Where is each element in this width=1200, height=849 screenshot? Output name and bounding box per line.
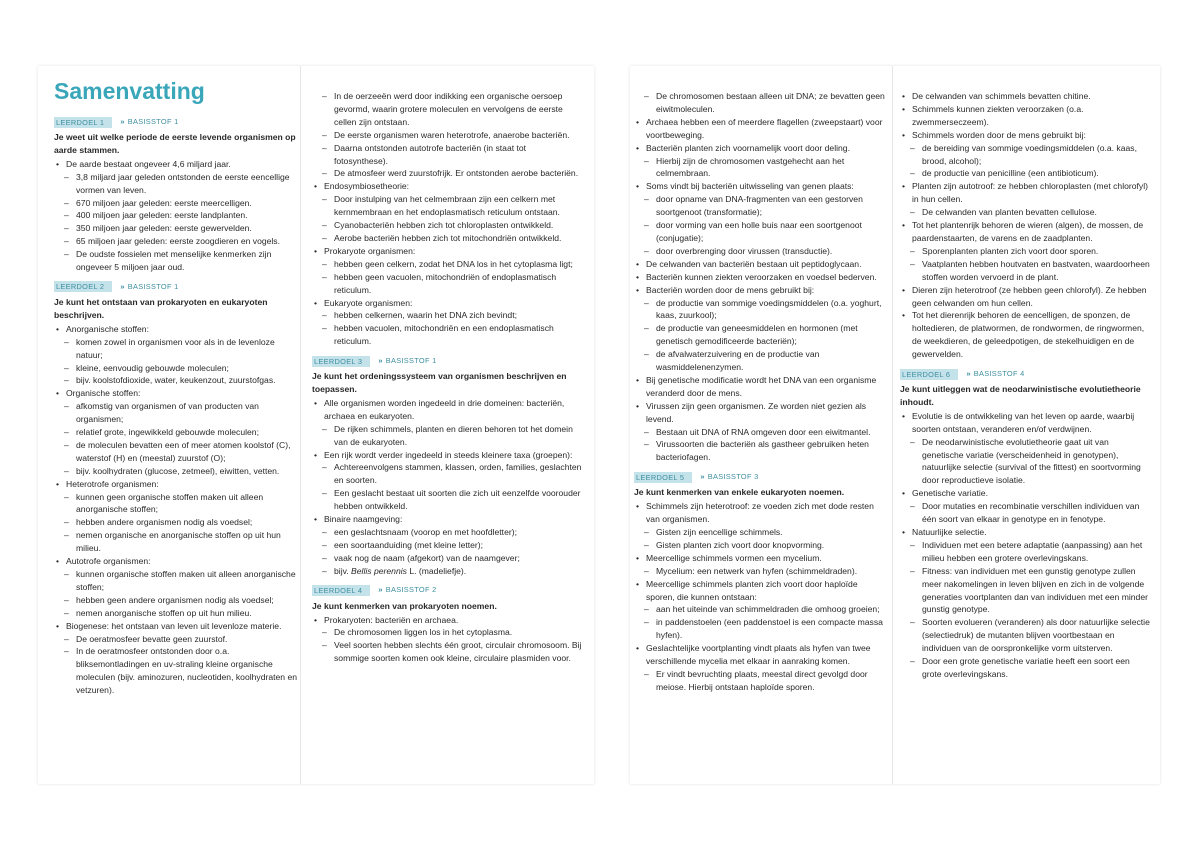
bullet-item: • Soms vindt bij bacteriën uitwisseling van genen plaats:: [634, 180, 886, 193]
leerdoel-label: LEERDOEL 3: [312, 356, 370, 367]
dash-item: – Gisten zijn eencellige schimmels.: [634, 526, 886, 539]
summary-list: [54, 323, 302, 697]
dash-item: – hebben geen andere organismen nodig als voedsel;: [54, 594, 302, 607]
dash-item: – hebben geen vacuolen, mitochondriën of endoplasmatisch reticulum.: [312, 271, 582, 297]
dash-item: – de productie van penicilline (een antibioticum).: [900, 167, 1150, 180]
col3-content: [634, 90, 886, 694]
dash-item: – Door een grote genetische variatie heeft een soort een grote overlevingskans.: [900, 655, 1150, 681]
bullet-item: • Schimmels kunnen ziekten veroorzaken (o.a. zwemmerseczeem).: [900, 103, 1150, 129]
bullet-item: • Schimmels zijn heterotroof: ze voeden zich met dode resten van organismen.: [634, 500, 886, 526]
basisstof-label: BASISSTOF 4: [973, 368, 1025, 378]
dash-item: – Bestaan uit DNA of RNA omgeven door een eiwitmantel.: [634, 426, 886, 439]
dash-item: – komen zowel in organismen voor als in de levenloze natuur;: [54, 336, 302, 362]
bullet-item: • Meercellige schimmels vormen een mycelium.: [634, 552, 886, 565]
bullet-item: • Dieren zijn heterotroof (ze hebben geen chlorofyl). Ze hebben geen celwanden om hun cellen.: [900, 284, 1150, 310]
dash-item: – In de oerzeeën werd door indikking een organische oersoep gevormd, waarin grotere moleculen en vervolgens de eerste cellen zijn ontstaan.: [312, 90, 582, 129]
leerdoel-header: [312, 585, 582, 597]
bullet-item: • Bij genetische modificatie wordt het DNA van een organisme veranderd door de mens.: [634, 374, 886, 400]
bullet-item: • Een rijk wordt verder ingedeeld in steeds kleinere taxa (groepen):: [312, 449, 582, 462]
column-2: [312, 90, 582, 784]
leerdoel-header: [54, 116, 302, 128]
dash-item: – Achtereenvolgens stammen, klassen, orden, families, geslachten en soorten.: [312, 461, 582, 487]
dash-item: – een soortaanduiding (met kleine letter);: [312, 539, 582, 552]
bullet-item: • Archaea hebben een of meerdere flagellen (zweepstaart) voor voortbeweging.: [634, 116, 886, 142]
dash-item: – Cyanobacteriën hebben zich tot chloroplasten ontwikkeld.: [312, 219, 582, 232]
dash-item: – Hierbij zijn de chromosomen vastgehecht aan het celmembraan.: [634, 155, 886, 181]
column-1: [54, 66, 302, 784]
dash-item: – Door instulping van het celmembraan zijn een celkern met kernmembraan en het endoplasmatisch reticulum ontstaan.: [312, 193, 582, 219]
dash-item: – 400 miljoen jaar geleden: eerste landplanten.: [54, 209, 302, 222]
leerdoel-header: [312, 355, 582, 367]
double-arrow-icon: »: [378, 355, 383, 365]
summary-list: [900, 410, 1150, 681]
bullet-item: • Natuurlijke selectie.: [900, 526, 1150, 539]
dash-item: – bijv. koolstofdioxide, water, keukenzout, zuurstofgas.: [54, 374, 302, 387]
bullet-item: • Anorganische stoffen:: [54, 323, 302, 336]
dash-item: – De chromosomen bestaan alleen uit DNA; ze bevatten geen eiwitmoleculen.: [634, 90, 886, 116]
dash-item: – aan het uiteinde van schimmeldraden die omhoog groeien;: [634, 603, 886, 616]
dash-item: – door opname van DNA-fragmenten van een gestorven soortgenoot (transformatie);: [634, 193, 886, 219]
dash-item: – Virussoorten die bacteriën als gastheer gebruiken heten bacteriofagen.: [634, 438, 886, 464]
col2-content: [312, 90, 582, 665]
bullet-item: • De celwanden van bacteriën bestaan uit peptidoglycaan.: [634, 258, 886, 271]
bullet-item: • De celwanden van schimmels bevatten chitine.: [900, 90, 1150, 103]
leerdoel-label: LEERDOEL 4: [312, 585, 370, 596]
basisstof-label: BASISSTOF 1: [385, 355, 437, 365]
learning-goal: Je kunt het ordeningssysteem van organismen beschrijven en toepassen.: [312, 371, 567, 395]
dash-item: – De atmosfeer werd zuurstofrijk. Er ontstonden aerobe bacteriën.: [312, 167, 582, 180]
dash-item: – 670 miljoen jaar geleden: eerste meercelligen.: [54, 197, 302, 210]
bullet-item: • Organische stoffen:: [54, 387, 302, 400]
bullet-item: • Endosymbiosetheorie:: [312, 180, 582, 193]
bullet-item: • Alle organismen worden ingedeeld in drie domeinen: bacteriën, archaea en eukaryoten.: [312, 397, 582, 423]
bullet-item: • Bacteriën worden door de mens gebruikt bij:: [634, 284, 886, 297]
double-arrow-icon: »: [120, 281, 125, 291]
bullet-item: • Planten zijn autotroof: ze hebben chloroplasten (met chlorofyl) in hun cellen.: [900, 180, 1150, 206]
dash-item: – kleine, eenvoudig gebouwde moleculen;: [54, 362, 302, 375]
bullet-item: • Bacteriën planten zich voornamelijk voort door deling.: [634, 142, 886, 155]
bullet-item: • Virussen zijn geen organismen. Ze worden niet gezien als levend.: [634, 400, 886, 426]
basisstof-ref: [120, 116, 178, 129]
dash-item: – de productie van sommige voedingsmiddelen (o.a. yoghurt, kaas, zuurkool);: [634, 297, 886, 323]
double-arrow-icon: »: [700, 471, 705, 481]
summary-list: [634, 500, 886, 694]
leerdoel-label: LEERDOEL 5: [634, 472, 692, 483]
bullet-item: • Genetische variatie.: [900, 487, 1150, 500]
dash-item: – Een geslacht bestaat uit soorten die zich uit eenzelfde voorouder hebben ontwikkeld.: [312, 487, 582, 513]
column-divider: [892, 66, 893, 784]
bullet-item: • Eukaryote organismen:: [312, 297, 582, 310]
summary-list: [900, 90, 1150, 361]
column-divider: [300, 66, 301, 784]
dash-item: – in paddenstoelen (een paddenstoel is een compacte massa hyfen).: [634, 616, 886, 642]
column-4: [900, 90, 1150, 784]
dash-item: – Door mutaties en recombinatie verschillen individuen van één soort van elkaar in genotype en in fenotype.: [900, 500, 1150, 526]
bullet-item: • Geslachtelijke voortplanting vindt plaats als hyfen van twee verschillende mycelia met elkaar in aanraking komen.: [634, 642, 886, 668]
page-right: [630, 66, 1160, 784]
dash-item: – door overbrenging door virussen (transductie).: [634, 245, 886, 258]
dash-item: – Fitness: van individuen met een gunstig genotype zullen meer nakomelingen in leven blijven en zich in de volgende generaties voortplanten dan van individuen met een minder gunstig genotype.: [900, 565, 1150, 617]
bullet-item: • Autotrofe organismen:: [54, 555, 302, 568]
dash-item: – De oudste fossielen met menselijke kenmerken zijn ongeveer 5 miljoen jaar oud.: [54, 248, 302, 274]
dash-item: – hebben andere organismen nodig als voedsel;: [54, 516, 302, 529]
double-arrow-icon: »: [120, 116, 125, 126]
leerdoel-header: [634, 471, 886, 483]
col4-content: [900, 90, 1150, 681]
dash-item: – Er vindt bevruchting plaats, meestal direct gevolgd door meiose. Hierbij ontstaan haploïde sporen.: [634, 668, 886, 694]
bullet-item: • Bacteriën kunnen ziekten veroorzaken en voedsel bederven.: [634, 271, 886, 284]
leerdoel-label: LEERDOEL 6: [900, 369, 958, 380]
dash-item: – De neodarwinistische evolutietheorie gaat uit van genetische variatie (verscheidenheid in genotypen), natuurlijke selectie (survival of the fittest) en soortvorming door reproductieve isolatie.: [900, 436, 1150, 488]
bullet-item: • Binaire naamgeving:: [312, 513, 582, 526]
dash-item: – Soorten evolueren (veranderen) als door natuurlijke selectie (selectiedruk) de mutanten blijven voortbestaan en individuen van de oorspronkelijke vorm uitsterven.: [900, 616, 1150, 655]
summary-list: [54, 158, 302, 274]
dash-item: – De oeratmosfeer bevatte geen zuurstof.: [54, 633, 302, 646]
dash-item: – Vaatplanten hebben houtvaten en bastvaten, waardoorheen stoffen worden vervoerd in de plant.: [900, 258, 1150, 284]
dash-item: – De celwanden van planten bevatten cellulose.: [900, 206, 1150, 219]
dash-item: – door vorming van een holle buis naar een soortgenoot (conjugatie);: [634, 219, 886, 245]
dash-item: – In de oeratmosfeer ontstonden door o.a. bliksemontladingen en uv-straling kleine organische moleculen (bijv. aminozuren, nucleotiden, koolhydraten en vetzuren).: [54, 645, 302, 697]
dash-item: – Mycelium: een netwerk van hyfen (schimmeldraden).: [634, 565, 886, 578]
dash-item: – kunnen geen organische stoffen maken uit alleen anorganische stoffen;: [54, 491, 302, 517]
basisstof-ref: [378, 584, 436, 597]
double-arrow-icon: »: [378, 585, 383, 595]
summary-list: [312, 397, 582, 578]
dash-item: – kunnen organische stoffen maken uit alleen anorganische stoffen;: [54, 568, 302, 594]
double-arrow-icon: »: [966, 368, 971, 378]
dash-item: – Individuen met een betere adaptatie (aanpassing) aan het milieu hebben een grotere overlevingskans.: [900, 539, 1150, 565]
bullet-item: • Heterotrofe organismen:: [54, 478, 302, 491]
dash-item: – bijv. koolhydraten (glucose, zetmeel), eiwitten, vetten.: [54, 465, 302, 478]
summary-list: [312, 614, 582, 666]
dash-item: – De chromosomen liggen los in het cytoplasma.: [312, 626, 582, 639]
dash-item: – de bereiding van sommige voedingsmiddelen (o.a. kaas, brood, alcohol);: [900, 142, 1150, 168]
learning-goal: Je kunt kenmerken van enkele eukaryoten noemen.: [634, 487, 845, 498]
learning-goal: Je kunt kenmerken van prokaryoten noemen.: [312, 600, 497, 611]
dash-item: – 350 miljoen jaar geleden: eerste gewervelden.: [54, 222, 302, 235]
basisstof-label: BASISSTOF 2: [385, 585, 437, 595]
dash-item: – hebben celkernen, waarin het DNA zich bevindt;: [312, 309, 582, 322]
dash-item: – afkomstig van organismen of van producten van organismen;: [54, 400, 302, 426]
dash-item: – De eerste organismen waren heterotrofe, anaerobe bacteriën.: [312, 129, 582, 142]
page-left: [38, 66, 594, 784]
dash-item: – een geslachtsnaam (voorop en met hoofdletter);: [312, 526, 582, 539]
leerdoel-header: [900, 368, 1150, 380]
dash-item: – vaak nog de naam (afgekort) van de naamgever;: [312, 552, 582, 565]
dash-item: – De rijken schimmels, planten en dieren behoren tot het domein van de eukaryoten.: [312, 423, 582, 449]
leerdoel-label: LEERDOEL 1: [54, 117, 112, 128]
page-title: Samenvatting: [54, 78, 205, 104]
learning-goal: Je weet uit welke periode de eerste levende organismen op aarde stammen.: [54, 132, 296, 155]
column-3: [634, 90, 886, 784]
leerdoel-label: LEERDOEL 2: [54, 281, 112, 292]
basisstof-ref: [378, 355, 436, 368]
basisstof-ref: [120, 281, 178, 294]
col1-content: [54, 116, 302, 697]
bullet-item: • Biogenese: het ontstaan van leven uit levenloze materie.: [54, 620, 302, 633]
dash-item: – 3,8 miljard jaar geleden ontstonden de eerste eencellige vormen van leven.: [54, 171, 302, 197]
bullet-item: • Schimmels worden door de mens gebruikt bij:: [900, 129, 1150, 142]
dash-item: – bijv. Bellis perennis L. (madeliefje).: [312, 565, 582, 578]
bullet-item: • De aarde bestaat ongeveer 4,6 miljard jaar.: [54, 158, 302, 171]
dash-item: – Gisten planten zich voort door knopvorming.: [634, 539, 886, 552]
bullet-item: • Tot het dierenrijk behoren de eencelligen, de sponzen, de holtedieren, de platwormen, de rondwormen, de ringwormen, de weekdieren, de geleedpotigen, de stekelhuidigen en de gewervelden.: [900, 309, 1150, 361]
dash-item: – Daarna ontstonden autotrofe bacteriën (in staat tot fotosynthese).: [312, 142, 582, 168]
basisstof-label: BASISSTOF 1: [127, 281, 179, 291]
bullet-item: • Prokaryoten: bacteriën en archaea.: [312, 614, 582, 627]
dash-item: – de afvalwaterzuivering en de productie van wasmiddelenenzymen.: [634, 348, 886, 374]
dash-item: – 65 miljoen jaar geleden: eerste zoogdieren en vogels.: [54, 235, 302, 248]
bullet-item: • Prokaryote organismen:: [312, 245, 582, 258]
bullet-item: • Tot het plantenrijk behoren de wieren (algen), de mossen, de paardenstaarten, de varens en de zaadplanten.: [900, 219, 1150, 245]
dash-item: – Veel soorten hebben slechts één groot, circulair chromosoom. Bij sommige soorten komen ook kleine, circulaire plasmiden voor.: [312, 639, 582, 665]
italic-term: Bellis perennis: [351, 565, 407, 576]
basisstof-label: BASISSTOF 1: [127, 116, 179, 126]
dash-item: – Aerobe bacteriën hebben zich tot mitochondriën ontwikkeld.: [312, 232, 582, 245]
dash-item: – de productie van geneesmiddelen en hormonen (met genetisch gemodificeerde bacteriën);: [634, 322, 886, 348]
learning-goal: Je kunt uitleggen wat de neodarwinistische evolutietheorie inhoudt.: [900, 384, 1141, 407]
dash-item: – hebben geen celkern, zodat het DNA los in het cytoplasma ligt;: [312, 258, 582, 271]
basisstof-label: BASISSTOF 3: [707, 471, 759, 481]
dash-item: – hebben vacuolen, mitochondriën en een endoplasmatisch reticulum.: [312, 322, 582, 348]
dash-item: – de moleculen bevatten een of meer atomen koolstof (C), waterstof (H) en (meestal) zuurstof (O);: [54, 439, 302, 465]
bullet-item: • Evolutie is de ontwikkeling van het leven op aarde, waarbij soorten ontstaan, veranderen en/of verdwijnen.: [900, 410, 1150, 436]
basisstof-ref: [966, 368, 1024, 381]
dash-item: – nemen organische en anorganische stoffen op uit hun milieu.: [54, 529, 302, 555]
learning-goal: Je kunt het ontstaan van prokaryoten en eukaryoten beschrijven.: [54, 296, 268, 320]
bullet-item: • Meercellige schimmels planten zich voort door haploïde sporen, die kunnen ontstaan:: [634, 578, 886, 604]
dash-item: – Sporenplanten planten zich voort door sporen.: [900, 245, 1150, 258]
basisstof-ref: [700, 471, 758, 484]
summary-list: [312, 90, 582, 348]
leerdoel-header: [54, 281, 302, 293]
dash-item: – relatief grote, ingewikkeld gebouwde moleculen;: [54, 426, 302, 439]
summary-list: [634, 90, 886, 464]
dash-item: – nemen anorganische stoffen op uit hun milieu.: [54, 607, 302, 620]
